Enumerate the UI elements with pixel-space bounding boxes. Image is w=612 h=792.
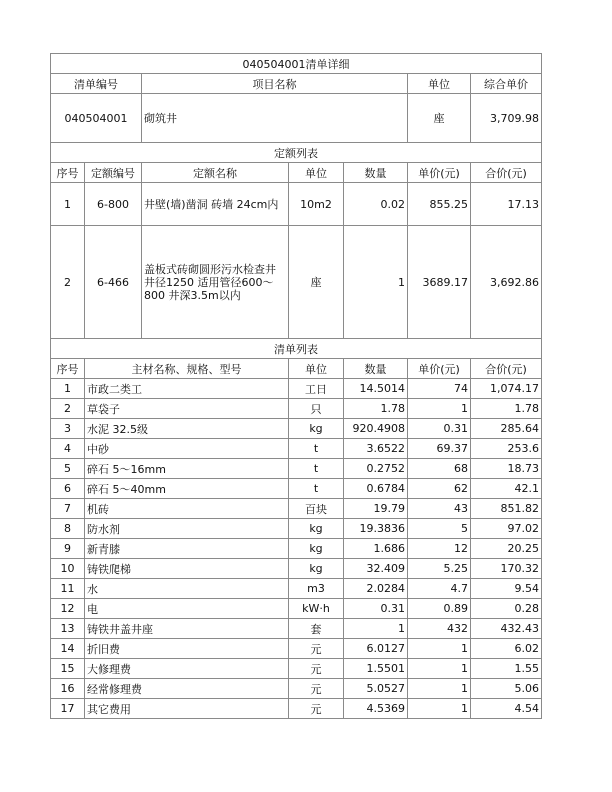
materials-cell: m3 xyxy=(289,579,344,599)
materials-cell: 大修理费 xyxy=(85,659,289,679)
materials-cell: 43 xyxy=(408,499,471,519)
materials-cell: 17 xyxy=(51,699,85,719)
materials-cell: 42.1 xyxy=(471,479,542,499)
materials-cell: 3.6522 xyxy=(344,439,408,459)
materials-cell: 6.0127 xyxy=(344,639,408,659)
materials-cell: 经常修理费 xyxy=(85,679,289,699)
materials-cell: 1.5501 xyxy=(344,659,408,679)
materials-cell: 32.409 xyxy=(344,559,408,579)
materials-row xyxy=(51,379,542,399)
materials-cell: 0.31 xyxy=(408,419,471,439)
materials-row xyxy=(51,679,542,699)
quota-col-header: 序号 xyxy=(51,163,85,183)
materials-cell: 铸铁爬梯 xyxy=(85,559,289,579)
materials-cell: 碎石 5～40mm xyxy=(85,479,289,499)
item-header-row xyxy=(51,74,542,94)
materials-cell: 1 xyxy=(344,619,408,639)
materials-row xyxy=(51,419,542,439)
materials-cell: 1.55 xyxy=(471,659,542,679)
materials-cell: 5.25 xyxy=(408,559,471,579)
materials-cell: 防水剂 xyxy=(85,519,289,539)
materials-cell: 4 xyxy=(51,439,85,459)
materials-cell: 432 xyxy=(408,619,471,639)
title-row xyxy=(51,54,542,74)
quota-col-header: 定额名称 xyxy=(142,163,289,183)
materials-cell: 6.02 xyxy=(471,639,542,659)
quota-cell: 855.25 xyxy=(408,183,471,226)
materials-cell: 9.54 xyxy=(471,579,542,599)
quota-col-header: 合价(元) xyxy=(471,163,542,183)
materials-cell: 4.7 xyxy=(408,579,471,599)
materials-cell: 12 xyxy=(51,599,85,619)
quota-col-header: 数量 xyxy=(344,163,408,183)
materials-row xyxy=(51,659,542,679)
materials-cell: 4.5369 xyxy=(344,699,408,719)
materials-row xyxy=(51,639,542,659)
materials-cell: 68 xyxy=(408,459,471,479)
materials-cell: 1.78 xyxy=(471,399,542,419)
materials-col-header: 单位 xyxy=(289,359,344,379)
materials-cell: t xyxy=(289,479,344,499)
materials-cell: 工日 xyxy=(289,379,344,399)
materials-cell: kg xyxy=(289,539,344,559)
materials-cell: 元 xyxy=(289,639,344,659)
materials-cell: 1 xyxy=(51,379,85,399)
materials-cell: 元 xyxy=(289,679,344,699)
quota-col-header: 单价(元) xyxy=(408,163,471,183)
materials-row xyxy=(51,439,542,459)
materials-cell: 百块 xyxy=(289,499,344,519)
quota-cell: 井壁(墙)凿洞 砖墙 24cm内 xyxy=(142,183,289,226)
materials-cell: 水 xyxy=(85,579,289,599)
materials-cell: 19.3836 xyxy=(344,519,408,539)
quota-cell: 2 xyxy=(51,226,85,339)
materials-row xyxy=(51,599,542,619)
quota-header-row xyxy=(51,163,542,183)
materials-cell: 0.31 xyxy=(344,599,408,619)
materials-cell: 10 xyxy=(51,559,85,579)
materials-cell: 4.54 xyxy=(471,699,542,719)
materials-cell: 18.73 xyxy=(471,459,542,479)
materials-cell: 3 xyxy=(51,419,85,439)
materials-cell: 7 xyxy=(51,499,85,519)
materials-cell: 6 xyxy=(51,479,85,499)
quota-section-title: 定额列表 xyxy=(51,143,542,163)
materials-header-row xyxy=(51,359,542,379)
materials-row xyxy=(51,699,542,719)
materials-cell: 5 xyxy=(51,459,85,479)
materials-cell: 2 xyxy=(51,399,85,419)
materials-cell: kg xyxy=(289,559,344,579)
materials-cell: 其它费用 xyxy=(85,699,289,719)
materials-cell: t xyxy=(289,439,344,459)
materials-cell: kg xyxy=(289,419,344,439)
bill-detail-table xyxy=(50,53,542,719)
materials-row xyxy=(51,499,542,519)
materials-cell: 1 xyxy=(408,699,471,719)
materials-cell: 1,074.17 xyxy=(471,379,542,399)
item-row xyxy=(51,94,542,143)
materials-cell: 铸铁井盖井座 xyxy=(85,619,289,639)
materials-cell: 9 xyxy=(51,539,85,559)
materials-row xyxy=(51,579,542,599)
materials-cell: kg xyxy=(289,519,344,539)
materials-cell: 0.2752 xyxy=(344,459,408,479)
materials-cell: 0.89 xyxy=(408,599,471,619)
materials-section-title-row xyxy=(51,339,542,359)
materials-cell: 97.02 xyxy=(471,519,542,539)
materials-cell: 1 xyxy=(408,639,471,659)
materials-cell: 元 xyxy=(289,659,344,679)
materials-cell: 草袋子 xyxy=(85,399,289,419)
materials-cell: 12 xyxy=(408,539,471,559)
materials-cell: 69.37 xyxy=(408,439,471,459)
quota-cell: 6-466 xyxy=(85,226,142,339)
materials-cell: 74 xyxy=(408,379,471,399)
materials-cell: 15 xyxy=(51,659,85,679)
quota-cell: 0.02 xyxy=(344,183,408,226)
materials-cell: 1.78 xyxy=(344,399,408,419)
materials-cell: 市政二类工 xyxy=(85,379,289,399)
materials-cell: 170.32 xyxy=(471,559,542,579)
materials-section-title: 清单列表 xyxy=(51,339,542,359)
materials-row xyxy=(51,559,542,579)
materials-cell: 中砂 xyxy=(85,439,289,459)
quota-row xyxy=(51,226,542,339)
materials-cell: 套 xyxy=(289,619,344,639)
materials-cell: 13 xyxy=(51,619,85,639)
materials-cell: 253.6 xyxy=(471,439,542,459)
materials-cell: 1 xyxy=(408,399,471,419)
materials-col-header: 序号 xyxy=(51,359,85,379)
col-header-price: 综合单价 xyxy=(471,74,542,94)
quota-col-header: 单位 xyxy=(289,163,344,183)
page-title: 040504001清单详细 xyxy=(51,54,542,74)
materials-cell: 920.4908 xyxy=(344,419,408,439)
materials-row xyxy=(51,619,542,639)
quota-cell: 盖板式砖砌圆形污水检查井 井径1250 适用管径600～800 井深3.5m以内 xyxy=(142,226,289,339)
materials-cell: 电 xyxy=(85,599,289,619)
materials-cell: 5.0527 xyxy=(344,679,408,699)
materials-cell: 14 xyxy=(51,639,85,659)
materials-cell: 0.28 xyxy=(471,599,542,619)
materials-cell: 8 xyxy=(51,519,85,539)
item-price: 3,709.98 xyxy=(471,94,542,143)
quota-cell: 6-800 xyxy=(85,183,142,226)
materials-cell: 432.43 xyxy=(471,619,542,639)
col-header-code: 清单编号 xyxy=(51,74,142,94)
materials-cell: 16 xyxy=(51,679,85,699)
materials-row xyxy=(51,539,542,559)
materials-col-header: 数量 xyxy=(344,359,408,379)
materials-cell: 折旧费 xyxy=(85,639,289,659)
materials-cell: 1.686 xyxy=(344,539,408,559)
materials-col-header: 合价(元) xyxy=(471,359,542,379)
materials-cell: 新青膝 xyxy=(85,539,289,559)
materials-cell: 20.25 xyxy=(471,539,542,559)
item-unit: 座 xyxy=(408,94,471,143)
quota-cell: 3,692.86 xyxy=(471,226,542,339)
quota-cell: 1 xyxy=(51,183,85,226)
materials-cell: 19.79 xyxy=(344,499,408,519)
quota-cell: 3689.17 xyxy=(408,226,471,339)
materials-cell: 碎石 5～16mm xyxy=(85,459,289,479)
quota-section-title-row xyxy=(51,143,542,163)
materials-col-header: 单价(元) xyxy=(408,359,471,379)
materials-cell: t xyxy=(289,459,344,479)
quota-cell: 10m2 xyxy=(289,183,344,226)
quota-row xyxy=(51,183,542,226)
materials-cell: 元 xyxy=(289,699,344,719)
materials-cell: 水泥 32.5级 xyxy=(85,419,289,439)
col-header-unit: 单位 xyxy=(408,74,471,94)
materials-cell: 只 xyxy=(289,399,344,419)
item-code: 040504001 xyxy=(51,94,142,143)
quota-cell: 17.13 xyxy=(471,183,542,226)
materials-cell: 0.6784 xyxy=(344,479,408,499)
materials-cell: kW·h xyxy=(289,599,344,619)
materials-cell: 2.0284 xyxy=(344,579,408,599)
materials-cell: 5 xyxy=(408,519,471,539)
materials-col-header: 主材名称、规格、型号 xyxy=(85,359,289,379)
materials-row xyxy=(51,399,542,419)
materials-cell: 1 xyxy=(408,659,471,679)
quota-col-header: 定额编号 xyxy=(85,163,142,183)
col-header-name: 项目名称 xyxy=(142,74,408,94)
materials-cell: 5.06 xyxy=(471,679,542,699)
materials-cell: 14.5014 xyxy=(344,379,408,399)
materials-row xyxy=(51,479,542,499)
materials-cell: 机砖 xyxy=(85,499,289,519)
materials-cell: 62 xyxy=(408,479,471,499)
materials-cell: 851.82 xyxy=(471,499,542,519)
quota-cell: 座 xyxy=(289,226,344,339)
materials-cell: 11 xyxy=(51,579,85,599)
materials-row xyxy=(51,519,542,539)
materials-cell: 285.64 xyxy=(471,419,542,439)
quota-cell: 1 xyxy=(344,226,408,339)
materials-row xyxy=(51,459,542,479)
materials-cell: 1 xyxy=(408,679,471,699)
item-name: 砌筑井 xyxy=(142,94,408,143)
